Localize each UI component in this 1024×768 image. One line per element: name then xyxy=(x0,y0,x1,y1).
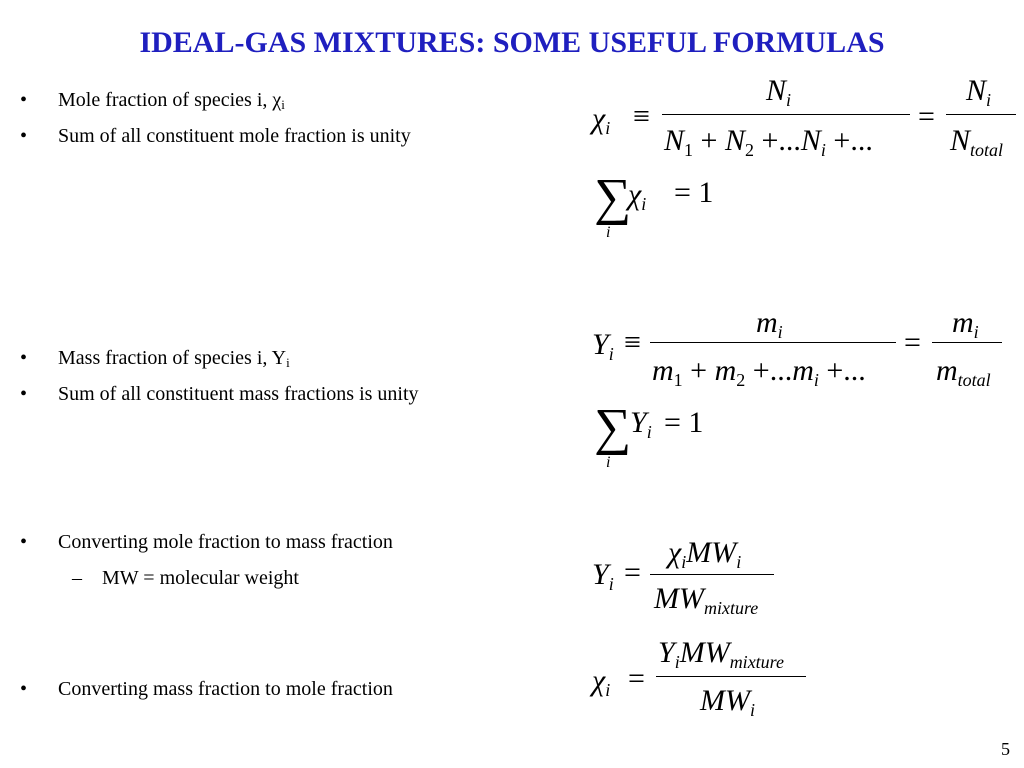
bullet-text: Sum of all constituent mass fractions is unity xyxy=(58,383,419,405)
bullet-dot: • xyxy=(20,347,28,369)
bullet-text: Mass fraction of species i, Y xyxy=(58,347,287,369)
sub-bullet-dash: – xyxy=(72,567,82,589)
bullet-dot: • xyxy=(20,531,28,553)
bullet-subscript: i xyxy=(281,97,285,112)
bullet-text: Sum of all constituent mole fraction is unity xyxy=(58,125,411,147)
bullet-dot: • xyxy=(20,678,28,700)
bullet-text: Mole fraction of species i, χ xyxy=(58,89,282,111)
bullet-text: Converting mole fraction to mass fraction xyxy=(58,531,393,553)
slide-title: IDEAL-GAS MIXTURES: SOME USEFUL FORMULAS xyxy=(139,26,885,59)
bullet-text: Converting mass fraction to mole fraction xyxy=(58,678,393,700)
bullet-subscript: i xyxy=(286,355,290,370)
bullet-dot: • xyxy=(20,125,28,147)
page-number: 5 xyxy=(1001,739,1010,759)
bullet-dot: • xyxy=(20,383,28,405)
sub-bullet-text: MW = molecular weight xyxy=(102,567,299,589)
bullet-dot: • xyxy=(20,89,28,111)
